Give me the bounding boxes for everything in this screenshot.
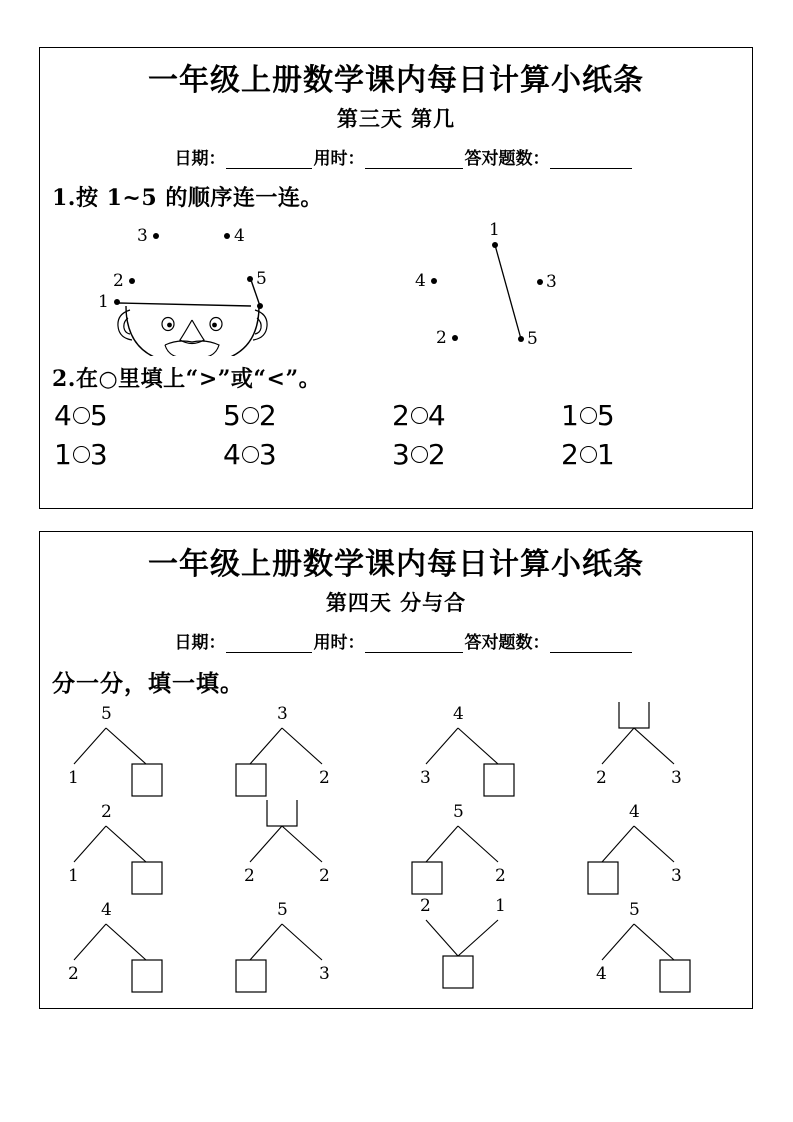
number-bond[interactable] — [48, 898, 224, 996]
number-bond-lines — [400, 800, 560, 898]
bond-branch — [458, 728, 498, 764]
number-bond-answer-box[interactable] — [236, 960, 266, 992]
number-bond-part-left: 3 — [420, 768, 431, 789]
date-input-blank[interactable] — [226, 153, 312, 169]
number-bond-total: 5 — [277, 900, 288, 921]
comparison-problem[interactable] — [54, 399, 223, 432]
number-bond-lines — [576, 800, 736, 898]
correct-count-input-blank[interactable] — [550, 153, 632, 169]
correct-count-label-2: 答对题数： — [464, 633, 550, 654]
bond-branch — [426, 728, 458, 764]
number-bond-part-left: 2 — [596, 768, 607, 789]
number-bond-answer-box[interactable] — [443, 956, 473, 988]
number-bond-part-right: 2 — [319, 866, 330, 887]
bond-branch — [282, 826, 322, 862]
number-bond-answer-box[interactable] — [132, 764, 162, 796]
comparison-problem[interactable] — [561, 399, 730, 432]
time-label: 用时： — [313, 149, 365, 170]
bond-branch — [282, 728, 322, 764]
number-bond-answer-box[interactable] — [267, 800, 297, 826]
number-bond-lines — [224, 702, 384, 800]
comparison-circle-blank[interactable] — [242, 407, 259, 424]
dot-label-4-right: 4 — [415, 271, 426, 292]
bond-branch — [282, 924, 322, 960]
number-bond-part-right: 3 — [671, 866, 682, 887]
dot-label-1-left: 1 — [98, 292, 109, 313]
number-bond[interactable] — [224, 800, 400, 898]
dot-label-5-left: 5 — [256, 269, 267, 290]
time-input-blank-2[interactable] — [365, 637, 463, 653]
comparison-problem[interactable] — [392, 438, 561, 471]
comparison-left-number: 4 — [54, 399, 73, 433]
number-bond[interactable] — [400, 702, 576, 800]
bond-branch — [426, 920, 458, 956]
number-bond-answer-box[interactable] — [412, 862, 442, 894]
number-bond-total: 5 — [101, 704, 112, 725]
page-title-2: 一年级上册数学课内每日计算小纸条 — [148, 547, 644, 582]
comparison-circle-blank[interactable] — [580, 407, 597, 424]
bond-branch — [458, 920, 498, 956]
number-bond-total: 5 — [629, 900, 640, 921]
number-bond-part-right: 3 — [671, 768, 682, 789]
bond-branch — [250, 924, 282, 960]
comparison-left-number: 2 — [561, 438, 580, 472]
number-bond-total: 4 — [101, 900, 112, 921]
comparison-circle-blank[interactable] — [73, 407, 90, 424]
comparison-left-number: 4 — [223, 438, 242, 472]
dot-label-5-right: 5 — [527, 329, 538, 350]
bond-branch — [106, 826, 146, 862]
number-bond-grid — [40, 702, 752, 996]
worksheet-day-four — [39, 531, 753, 1009]
meta-row — [40, 144, 752, 169]
comparison-right-number: 5 — [89, 399, 109, 433]
correct-count-input-blank-2[interactable] — [550, 637, 632, 653]
number-bond-total: 2 — [101, 802, 112, 823]
number-bond-part-right: 2 — [319, 768, 330, 789]
date-label-2: 日期： — [174, 633, 226, 654]
number-bond-answer-box[interactable] — [132, 862, 162, 894]
number-bond-answer-box[interactable] — [132, 960, 162, 992]
comparison-right-number: 4 — [427, 399, 447, 433]
comparison-right-number: 3 — [89, 438, 109, 472]
bond-branch — [602, 728, 634, 764]
dot-label-2-right: 2 — [436, 328, 447, 349]
number-bond-total: 5 — [453, 802, 464, 823]
dot-label-3-right: 3 — [546, 272, 557, 293]
number-bond-total: 4 — [629, 802, 640, 823]
number-bond[interactable] — [576, 800, 752, 898]
comparison-problem[interactable] — [223, 438, 392, 471]
bond-branch — [106, 728, 146, 764]
page-subtitle: 第三天 第几 — [336, 106, 456, 131]
number-bond[interactable] — [224, 898, 400, 996]
number-bond-part-left: 2 — [68, 964, 79, 985]
comparison-circle-blank[interactable] — [73, 446, 90, 463]
bond-branch — [634, 728, 674, 764]
comparison-right-number: 5 — [596, 399, 616, 433]
number-bond-answer-box[interactable] — [236, 764, 266, 796]
bond-branch — [74, 826, 106, 862]
connect-the-dots-area[interactable] — [40, 214, 752, 356]
comparison-left-number: 1 — [54, 438, 73, 472]
meta-row-2 — [40, 628, 752, 653]
bond-branch — [74, 924, 106, 960]
comparison-circle-blank[interactable] — [411, 446, 428, 463]
bond-branch — [250, 826, 282, 862]
number-bond-part-right: 2 — [495, 866, 506, 887]
comparison-right-number: 2 — [258, 399, 278, 433]
number-bond-part-left: 2 — [244, 866, 255, 887]
number-bond-answer-box[interactable] — [588, 862, 618, 894]
time-label-2: 用时： — [313, 633, 365, 654]
number-bond-lines — [224, 898, 384, 996]
comparison-left-number: 3 — [392, 438, 411, 472]
bond-branch — [458, 826, 498, 862]
number-bond[interactable] — [576, 898, 752, 996]
question-2-heading: 2.在○里填上“>”或“<”。 — [52, 366, 322, 393]
correct-count-label: 答对题数： — [464, 149, 550, 170]
dot-label-4-left: 4 — [234, 226, 245, 247]
bond-branch — [634, 826, 674, 862]
time-input-blank[interactable] — [365, 153, 463, 169]
bond-branch — [250, 728, 282, 764]
number-bond-part-right: 1 — [495, 896, 506, 917]
bond-branch — [426, 826, 458, 862]
number-bond-total: 4 — [453, 704, 464, 725]
comparison-circle-blank[interactable] — [580, 446, 597, 463]
number-bond[interactable] — [576, 702, 752, 800]
dot-label-2-left: 2 — [113, 271, 124, 292]
comparison-circle-blank[interactable] — [411, 407, 428, 424]
date-input-blank-2[interactable] — [226, 637, 312, 653]
number-bond-part-right: 3 — [319, 964, 330, 985]
number-bond-answer-box[interactable] — [619, 702, 649, 728]
question-1-heading: 1.按 1~5 的顺序连一连。 — [52, 185, 323, 212]
worksheet-day-three — [39, 47, 753, 509]
dot-label-1-right: 1 — [489, 220, 500, 241]
date-label: 日期： — [174, 149, 226, 170]
bond-branch — [634, 924, 674, 960]
comparison-right-number: 2 — [427, 438, 447, 472]
number-bond[interactable] — [400, 898, 576, 996]
number-bond-part-left: 2 — [420, 896, 431, 917]
page-subtitle-2: 第四天 分与合 — [325, 590, 467, 615]
number-bond-part-left: 4 — [596, 964, 607, 985]
comparison-problem-grid — [54, 399, 730, 471]
number-bond-answer-box[interactable] — [484, 764, 514, 796]
comparison-problem[interactable] — [561, 438, 730, 471]
comparison-problem[interactable] — [223, 399, 392, 432]
comparison-circle-blank[interactable] — [242, 446, 259, 463]
comparison-left-number: 1 — [561, 399, 580, 433]
comparison-right-number: 1 — [596, 438, 616, 472]
bond-branch — [74, 728, 106, 764]
number-bond[interactable] — [48, 702, 224, 800]
bond-branch — [602, 924, 634, 960]
comparison-left-number: 2 — [392, 399, 411, 433]
comparison-problem[interactable] — [54, 438, 223, 471]
dot-label-3-left: 3 — [137, 226, 148, 247]
bond-branch — [602, 826, 634, 862]
section-heading: 分一分，填一填。 — [52, 670, 244, 698]
page-title: 一年级上册数学课内每日计算小纸条 — [148, 63, 644, 98]
bond-branch — [106, 924, 146, 960]
number-bond-part-left: 1 — [68, 768, 79, 789]
number-bond-total: 3 — [277, 704, 288, 725]
number-bond[interactable] — [400, 800, 576, 898]
comparison-right-number: 3 — [258, 438, 278, 472]
comparison-left-number: 5 — [223, 399, 242, 433]
number-bond-part-left: 1 — [68, 866, 79, 887]
number-bond[interactable] — [48, 800, 224, 898]
number-bond-answer-box[interactable] — [660, 960, 690, 992]
number-bond[interactable] — [224, 702, 400, 800]
comparison-problem[interactable] — [392, 399, 561, 432]
